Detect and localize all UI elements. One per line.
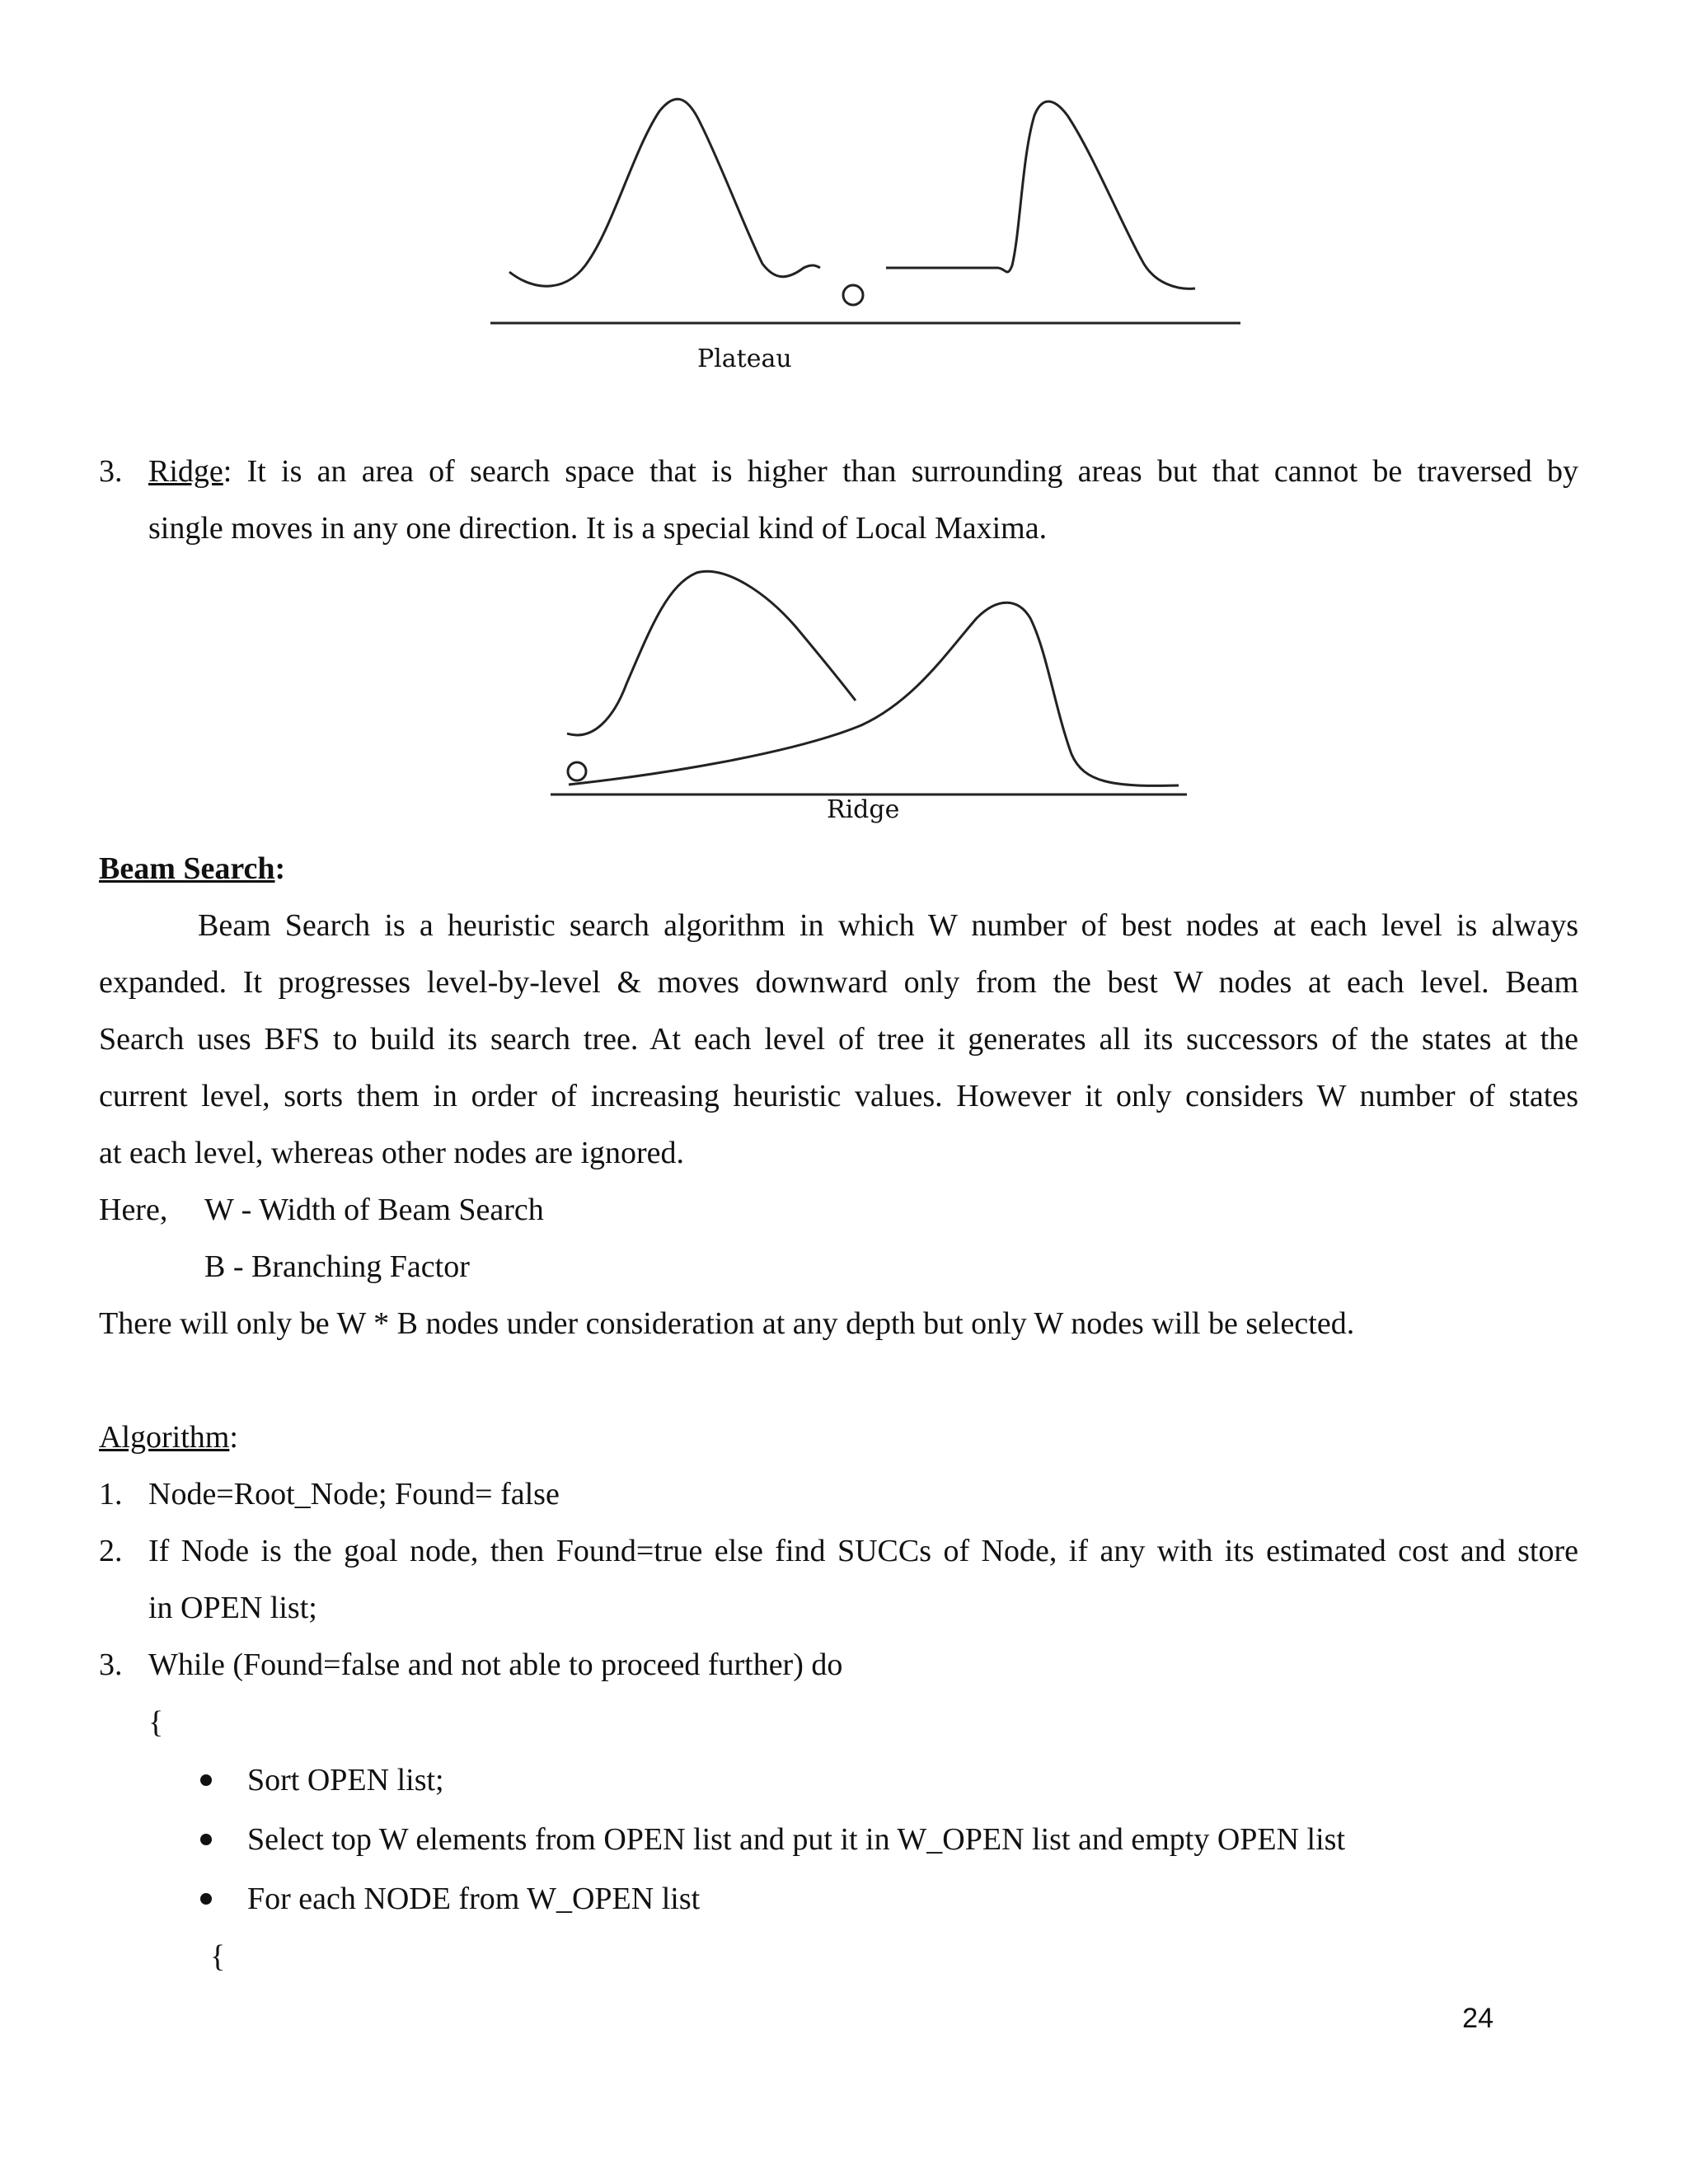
ridge-curve-slope (569, 602, 1179, 785)
step-2-continuation: in OPEN list; (148, 1591, 317, 1625)
plateau-curve-right (886, 101, 1195, 288)
ridge-term: Ridge (148, 454, 223, 489)
inner-open-brace: { (210, 1939, 226, 1974)
step-3-open-brace: { (148, 1705, 164, 1740)
bullet-2-dot (200, 1834, 212, 1845)
beam-search-heading (99, 849, 285, 888)
bullet-1-text: Sort OPEN list; (247, 1763, 444, 1797)
plateau-figure (0, 0, 1688, 396)
beam-summary: There will only be W * B nodes under consideration at any depth but only W nodes will be selected. (99, 1306, 1355, 1341)
step-3-text: While (Found=false and not able to proceed further) do (148, 1647, 843, 1682)
bullet-2-text: Select top W elements from OPEN list and put it in W_OPEN list and empty OPEN list (247, 1822, 1346, 1857)
plateau-curve-left (509, 99, 820, 286)
ridge-item-line1 (148, 452, 1578, 491)
bullet-3-text: For each NODE from W_OPEN list (247, 1882, 701, 1916)
ridge-item-number: 3. (99, 454, 123, 489)
ridge-label: Ridge (827, 795, 900, 824)
branching-definition: B - Branching Factor (204, 1249, 470, 1284)
beam-para-line-1: Beam Search is a heuristic search algorithm in which W number of best nodes at each level is always (198, 908, 1578, 943)
ridge-figure (0, 560, 1688, 832)
beam-para-line-4: current level, sorts them in order of increasing heuristic values. However it only considers W number of states (99, 1079, 1578, 1113)
ridge-curve-left-peak (567, 571, 856, 735)
width-definition: W - Width of Beam Search (204, 1193, 544, 1227)
ridge-item-line2: single moves in any one direction. It is a special kind of Local Maxima. (148, 511, 1048, 546)
step-2-text: If Node is the goal node, then Found=true else find SUCCs of Node, if any with its estimated cost and store (148, 1534, 1578, 1568)
algorithm-title: Algorithm (99, 1420, 230, 1455)
plateau-label: Plateau (697, 344, 792, 373)
beam-para-line-3: Search uses BFS to build its search tree. At each level of tree it generates all its successors of the states at the (99, 1022, 1578, 1057)
bullet-3-dot (200, 1893, 212, 1905)
step-1-number: 1. (99, 1477, 123, 1511)
algorithm-colon: : (229, 1420, 238, 1455)
algorithm-heading (99, 1418, 238, 1457)
beam-para-line-2: expanded. It progresses level-by-level & moves downward only from the best W nodes at each level. Beam (99, 965, 1578, 1000)
step-1-text: Node=Root_Node; Found= false (148, 1477, 560, 1511)
step-3-number: 3. (99, 1647, 123, 1682)
bullet-1-dot (200, 1774, 212, 1786)
beam-para-line-5: at each level, whereas other nodes are ignored. (99, 1136, 685, 1170)
ridge-definition-start: : It is an area of search space that is higher than surrounding areas but that cannot be traversed by (223, 454, 1578, 489)
here-label: Here, (99, 1193, 168, 1227)
beam-search-title: Beam Search (99, 851, 275, 886)
beam-search-colon: : (274, 851, 286, 886)
plateau-position-marker (843, 285, 863, 305)
page-number: 24 (1462, 2003, 1493, 2034)
ridge-position-marker (568, 762, 586, 780)
step-2-number: 2. (99, 1534, 123, 1568)
